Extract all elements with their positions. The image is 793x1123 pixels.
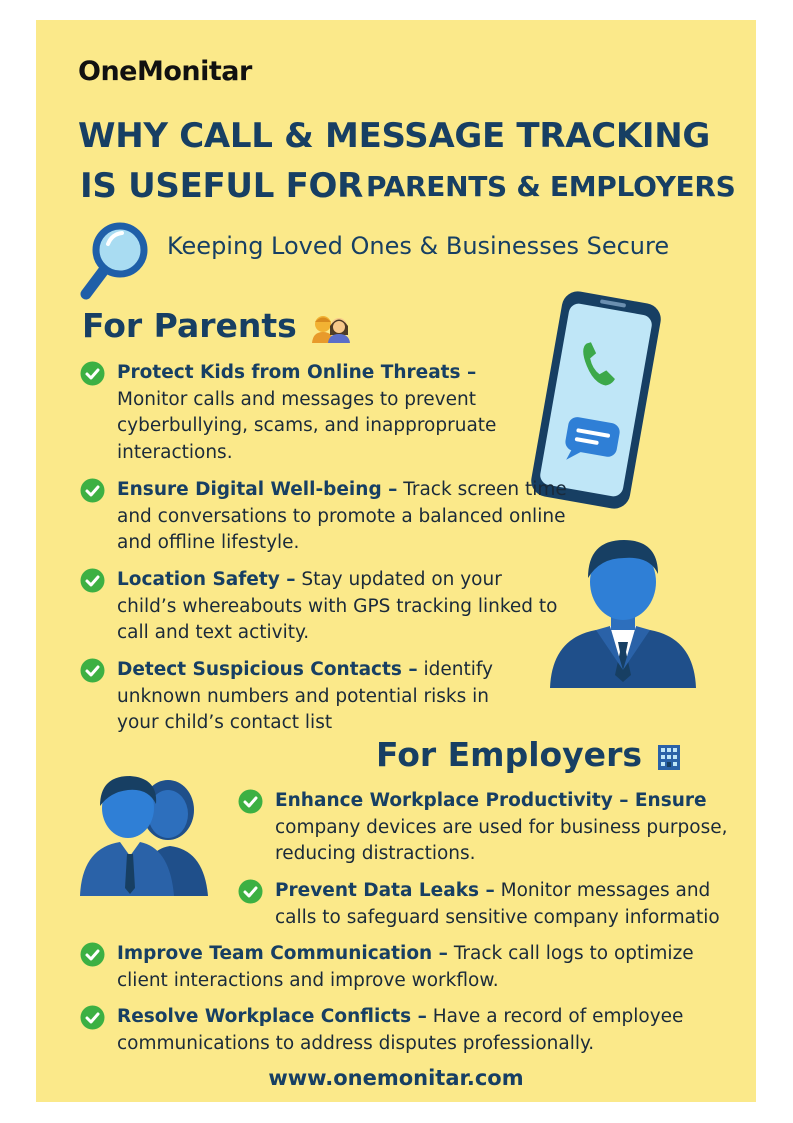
item-text: Have a record of employee communications to address disputes professionally. <box>117 1006 684 1054</box>
headline-line-2a: IS USEFUL FOR <box>80 166 364 206</box>
employers-section-title <box>376 735 681 774</box>
website-url[interactable]: www.onemonitar.com <box>268 1066 524 1090</box>
item-title: Location Safety – <box>117 569 296 590</box>
family-emoji-icon <box>308 313 352 343</box>
check-icon <box>80 1005 105 1030</box>
headline-line-1: WHY CALL & MESSAGE TRACKING <box>78 116 711 156</box>
item-text: Monitor messages and calls to safeguard sensitive company informatio <box>275 880 720 928</box>
subtitle: Keeping Loved Ones & Businesses Secure <box>167 232 670 260</box>
office-building-icon <box>657 744 681 770</box>
item-title: Enhance Workplace Productivity – Ensure <box>275 790 707 811</box>
headline-line-2b: PARENTS & EMPLOYERS <box>366 170 736 203</box>
brand-logo: OneMonitar <box>78 56 252 87</box>
item-title: Protect Kids from Online Threats – <box>117 362 477 383</box>
check-icon <box>80 942 105 967</box>
check-icon <box>238 789 263 814</box>
item-title: Prevent Data Leaks – <box>275 880 495 901</box>
item-text: Track call logs to optimize client interactions and improve workflow. <box>117 943 694 991</box>
family-illustration <box>78 770 213 898</box>
check-icon <box>80 361 105 386</box>
employers-title-text: For Employers <box>376 735 642 774</box>
item-title: Ensure Digital Well-being – <box>117 479 398 500</box>
parents-item <box>117 567 567 647</box>
item-title: Resolve Workplace Conflicts – <box>117 1006 427 1027</box>
item-title: Improve Team Communication – <box>117 943 448 964</box>
parents-item <box>117 657 507 737</box>
magnifier-icon <box>80 220 152 300</box>
check-icon <box>80 658 105 683</box>
businessman-illustration <box>548 530 698 690</box>
check-icon <box>80 478 105 503</box>
item-text: Stay updated on your child’s whereabouts with GPS tracking linked to call and text activity. <box>117 569 558 643</box>
employers-item <box>117 941 737 994</box>
parents-item <box>117 477 567 557</box>
item-text: Track screen time and conversations to promote a balanced online and offline lifestyle. <box>117 479 567 553</box>
poster <box>36 20 756 1102</box>
parents-title-text: For Parents <box>82 306 297 345</box>
employers-item <box>117 1004 737 1057</box>
item-text: identify unknown numbers and potential risks in your child’s contact list <box>117 659 493 733</box>
item-text: Monitor calls and messages to prevent cyberbullying, scams, and inappropruate interactions. <box>117 388 497 463</box>
check-icon <box>80 568 105 593</box>
employers-item <box>275 878 745 931</box>
parents-section-title <box>82 306 352 345</box>
parents-item <box>117 360 557 466</box>
item-title: Detect Suspicious Contacts – <box>117 659 418 680</box>
item-text: company devices are used for business purpose, reducing distractions. <box>275 816 728 864</box>
check-icon <box>238 879 263 904</box>
employers-item <box>275 788 745 868</box>
